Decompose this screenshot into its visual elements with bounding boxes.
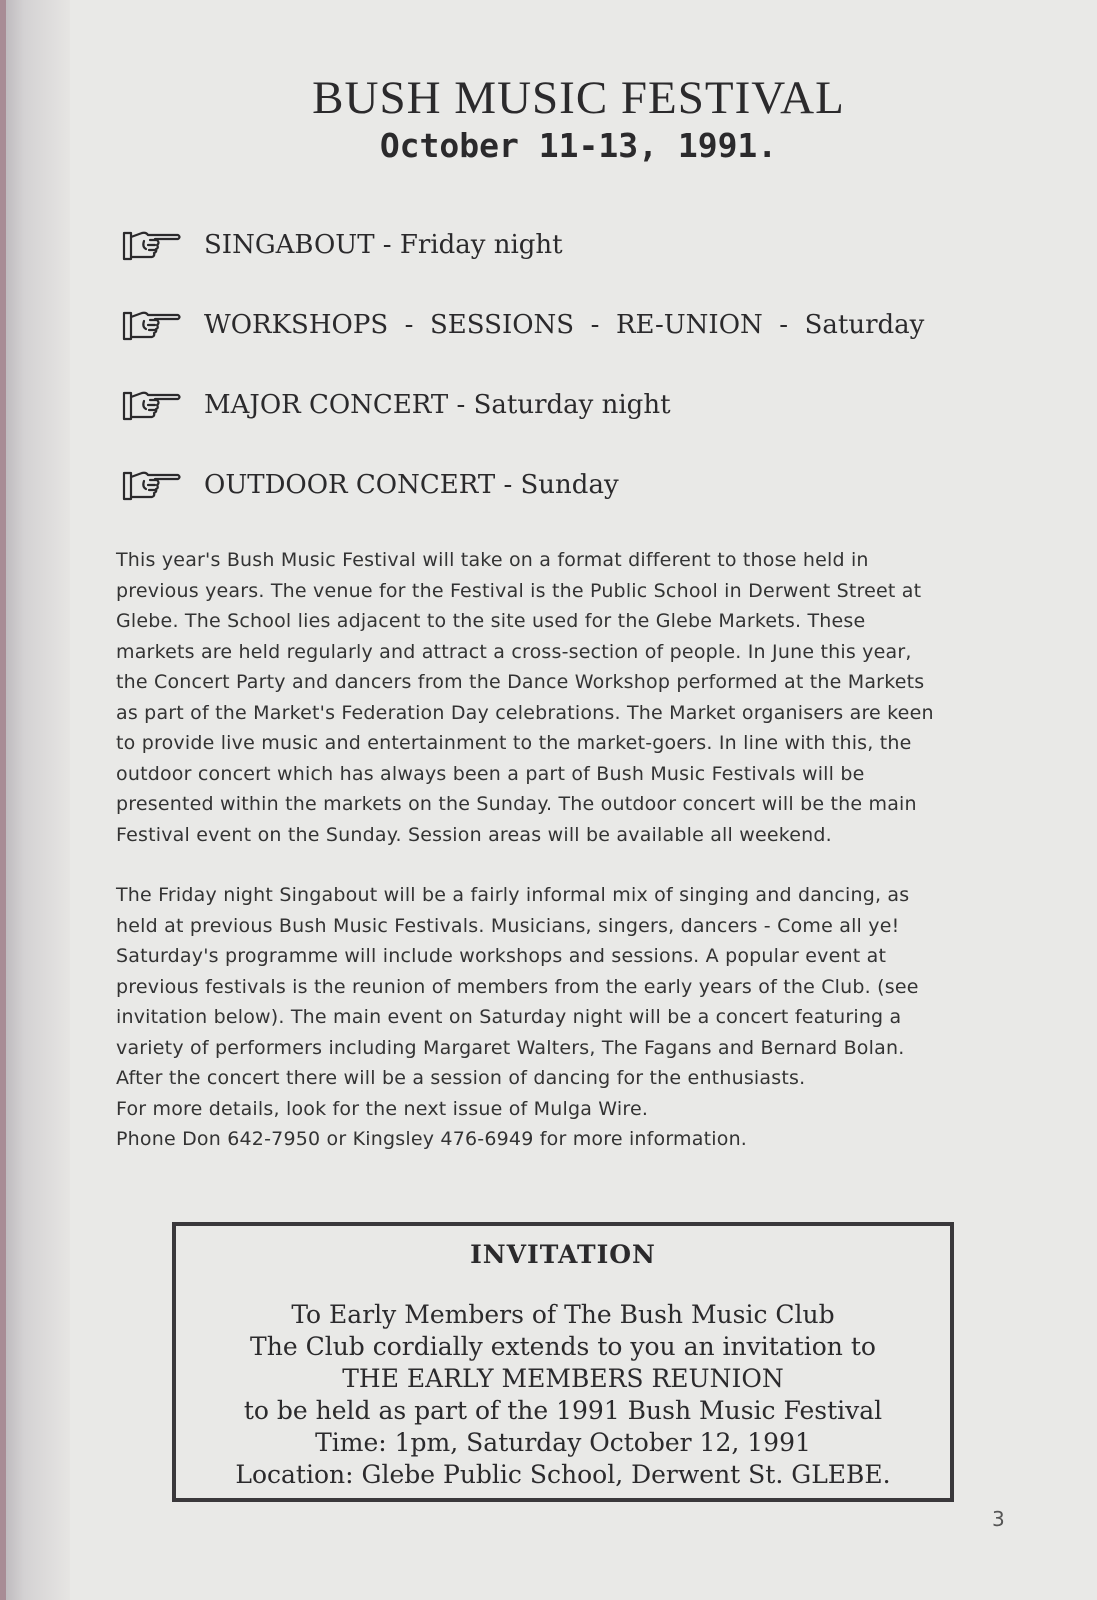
event-list [122,205,1002,525]
event-item [122,285,1002,365]
event-item [122,445,1002,525]
invitation-body [176,1299,950,1491]
pointing-hand-icon [122,467,182,503]
text-line: Festival event on the Sunday. Session areas will be available all weekend. [116,823,832,846]
invitation-title: INVITATION [470,1240,656,1269]
invitation-box [172,1222,954,1502]
invitation-line: The Club cordially extends to you an invitation to [250,1332,876,1361]
text-line: After the concert there will be a session of dancing for the enthusiasts. [116,1067,806,1089]
text-line: markets are held regularly and attract a cross-section of people. In June this year, [116,640,912,663]
paragraph-details [116,880,1016,1155]
text-line: Glebe. The School lies adjacent to the site used for the Glebe Markets. These [116,610,866,632]
text-line: Saturday's programme will include workshops and sessions. A popular event at [116,945,887,967]
invitation-line: THE EARLY MEMBERS REUNION [342,1364,784,1393]
text-line: held at previous Bush Music Festivals. Musicians, singers, dancers - Come all ye! [116,914,900,937]
event-text: MAJOR CONCERT - Saturday night [204,390,671,420]
pointing-hand-icon [122,307,182,343]
text-line: previous festivals is the reunion of members from the early years of the Club. (see [116,975,919,998]
festival-dates: October 11-13, 1991. [379,126,778,165]
invitation-line: Time: 1pm, Saturday October 12, 1991 [315,1428,811,1457]
page-title: BUSH MUSIC FESTIVAL [312,72,845,124]
text-line: previous years. The venue for the Festival is the Public School in Derwent Street at [116,579,922,602]
text-line: outdoor concert which has always been a part of Bush Music Festivals will be [116,762,865,785]
event-text: SINGABOUT - Friday night [204,230,563,260]
text-line: as part of the Market's Federation Day celebrations. The Market organisers are keen [116,701,934,724]
invitation-line: Location: Glebe Public School, Derwent St. GLEBE. [235,1460,891,1489]
event-item [122,205,1002,285]
header [0,70,1097,166]
text-line: The Friday night Singabout will be a fairly informal mix of singing and dancing, as [116,884,910,906]
invitation-line: to be held as part of the 1991 Bush Music Festival [243,1396,883,1425]
text-line: For more details, look for the next issue of Mulga Wire. [116,1097,649,1120]
pointing-hand-icon [122,227,182,263]
event-item [122,365,1002,445]
text-line: Phone Don 642-7950 or Kingsley 476-6949 for more information. [116,1128,748,1150]
event-text: OUTDOOR CONCERT - Sunday [204,470,619,500]
event-text: WORKSHOPS - SESSIONS - RE-UNION - Saturday [204,310,925,340]
page-binding-edge [0,0,70,1600]
text-line: invitation below). The main event on Saturday night will be a concert featuring a [116,1006,902,1028]
text-line: to provide live music and entertainment to the market-goers. In line with this, the [116,732,912,754]
paragraph-intro [116,545,1016,850]
pointing-hand-icon [122,387,182,423]
text-line: variety of performers including Margaret Walters, The Fagans and Bernard Bolan. [116,1036,905,1059]
text-line: presented within the markets on the Sunday. The outdoor concert will be the main [116,793,917,815]
text-line: This year's Bush Music Festival will take on a format different to those held in [116,549,869,571]
invitation-line: To Early Members of The Bush Music Club [291,1300,835,1329]
page-number: 3 [992,1507,1005,1531]
text-line: the Concert Party and dancers from the Dance Workshop performed at the Markets [116,671,925,693]
